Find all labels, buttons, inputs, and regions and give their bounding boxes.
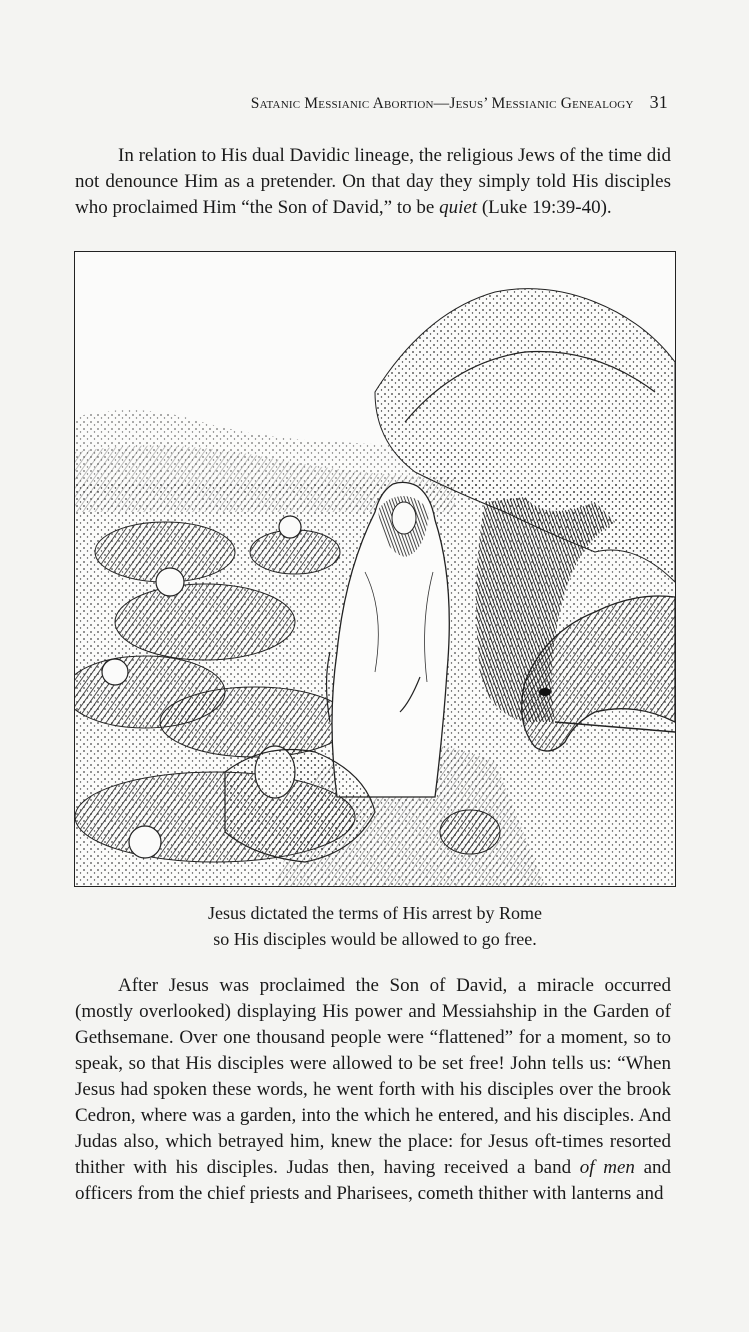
paragraph-1-italic: quiet xyxy=(439,197,478,218)
ink-drawing-gethsemane xyxy=(75,252,675,886)
paragraph-2-italic: of men xyxy=(579,1157,635,1178)
illustration xyxy=(74,251,676,887)
paragraph-1-text: In relation to His dual Davidic lineage, the religious Jews of the time did not denounce Him as a pretender. On that day they simply told His disciples who proclaimed Him “the Son of David,” to be xyxy=(75,145,671,218)
paragraph-1 xyxy=(75,143,671,221)
caption-line-2: so His disciples would be allowed to go free. xyxy=(213,929,537,949)
paragraph-1-text-end: (Luke 19:39-40). xyxy=(477,197,612,218)
caption-line-1: Jesus dictated the terms of His arrest by Rome xyxy=(208,903,542,923)
paragraph-2-text: After Jesus was proclaimed the Son of David, a miracle occurred (mostly overlooked) displaying His power and Messiahship in the Garden of Gethsemane. Over one thousand people were “flattened” for a moment, so to speak, so that His disciples were allowed to be set free! John tells us: “When Jesus had spoken these words, he went forth with his disciples over the brook Cedron, where was a garden, into the which he entered, and his disciples. And Judas also, which betrayed him, knew the place: for Jesus oft-times resorted thither with his disciples. Judas then, having received a band xyxy=(75,975,671,1178)
running-header-title: Satanic Messianic Abortion—Jesus’ Messianic Genealogy xyxy=(250,95,634,112)
running-header xyxy=(146,92,668,113)
figure-caption xyxy=(74,900,676,952)
paragraph-2 xyxy=(75,973,671,1207)
page-number: 31 xyxy=(649,92,668,112)
paragraph-2-text-end: and officers from the chief priests and Pharisees, cometh thither with lanterns and xyxy=(75,1157,672,1204)
